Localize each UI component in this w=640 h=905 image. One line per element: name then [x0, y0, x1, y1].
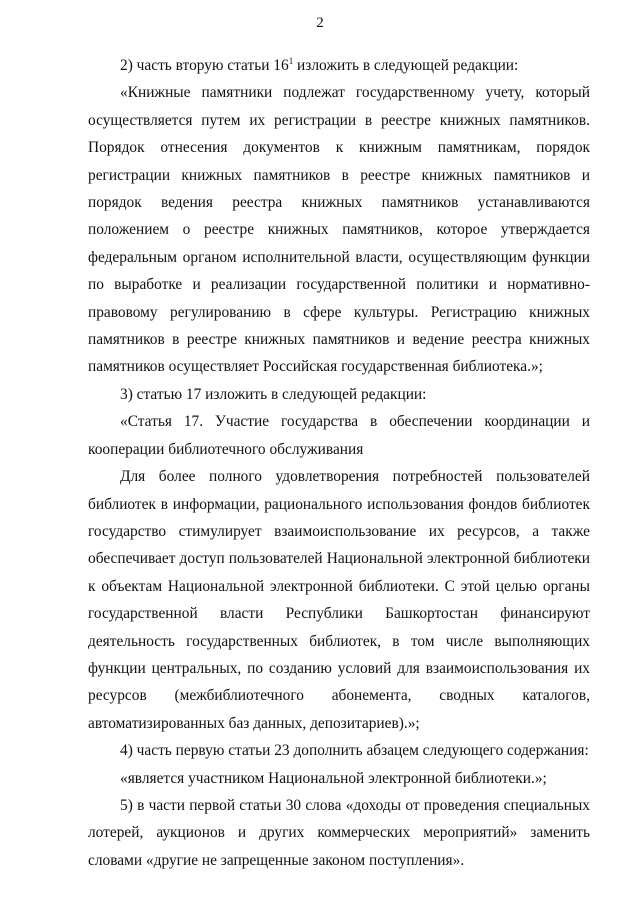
- amendment-2-text: 2) часть вторую статьи 16: [120, 57, 289, 74]
- paragraph-book-monuments: «Книжные памятники подлежат государственному учету, который осуществляется путем их регистрации в реестре книжных памятников. Порядок отнесения документов к книжным памятникам, порядок регистрации книжных памятников в реестре книжных памятников и порядок ведения реестра книжных памятников устанавливаются положением о реестре книжных памятников, которое утверждается федеральным органом исполнительной власти, осуществляющим функции по выработке и реализации государственной политики и нормативно-правовому регулированию в сфере культуры. Регистрацию книжных памятников в реестре книжных памятников и ведение реестра книжных памятников осуществляет Российская государственная библиотека.»;: [88, 84, 590, 376]
- paragraph-amendment-3: 3) статью 17 изложить в следующей редакции:: [120, 385, 427, 403]
- paragraph-amendment-4-quote: «является участником Национальной электронной библиотеки.»;: [120, 769, 547, 787]
- document-body: [88, 52, 590, 874]
- amendment-2-text-end: изложить в следующей редакции:: [293, 57, 519, 74]
- paragraph-amendment-5: 5) в части первой статьи 30 слова «доходы от проведения специальных лотерей, аукционов и других коммерческих мероприятий» заменить словами «другие не запрещенные законом поступления».: [88, 796, 590, 869]
- paragraph-amendment-4: 4) часть первую статьи 23 дополнить абзацем следующего содержания:: [120, 742, 589, 760]
- article-superscript: 1: [288, 56, 294, 66]
- paragraph-article-17-body: Для более полного удовлетворения потребностей пользователей библиотек в информации, рационального использования фондов библиотек государство стимулирует взаимоиспользование их ресурсов, а также обеспечивает доступ пользователей Национальной электронной библиотеки к объектам Национальной электронной библиотеки. С этой целью органы государственной власти Республики Башкортостан финансируют деятельность государственных библиотек, в том числе выполняющих функции центральных, по созданию условий для взаимоиспользования их ресурсов (межбиблиотечного абонемента, сводных каталогов, автоматизированных баз данных, депозитариев).»;: [88, 468, 590, 732]
- page-number: 2: [316, 15, 324, 31]
- paragraph-article-17-title: «Статья 17. Участие государства в обеспечении координации и кооперации библиотечного обслуживания: [88, 413, 590, 458]
- paragraph-amendment-2: [88, 52, 590, 79]
